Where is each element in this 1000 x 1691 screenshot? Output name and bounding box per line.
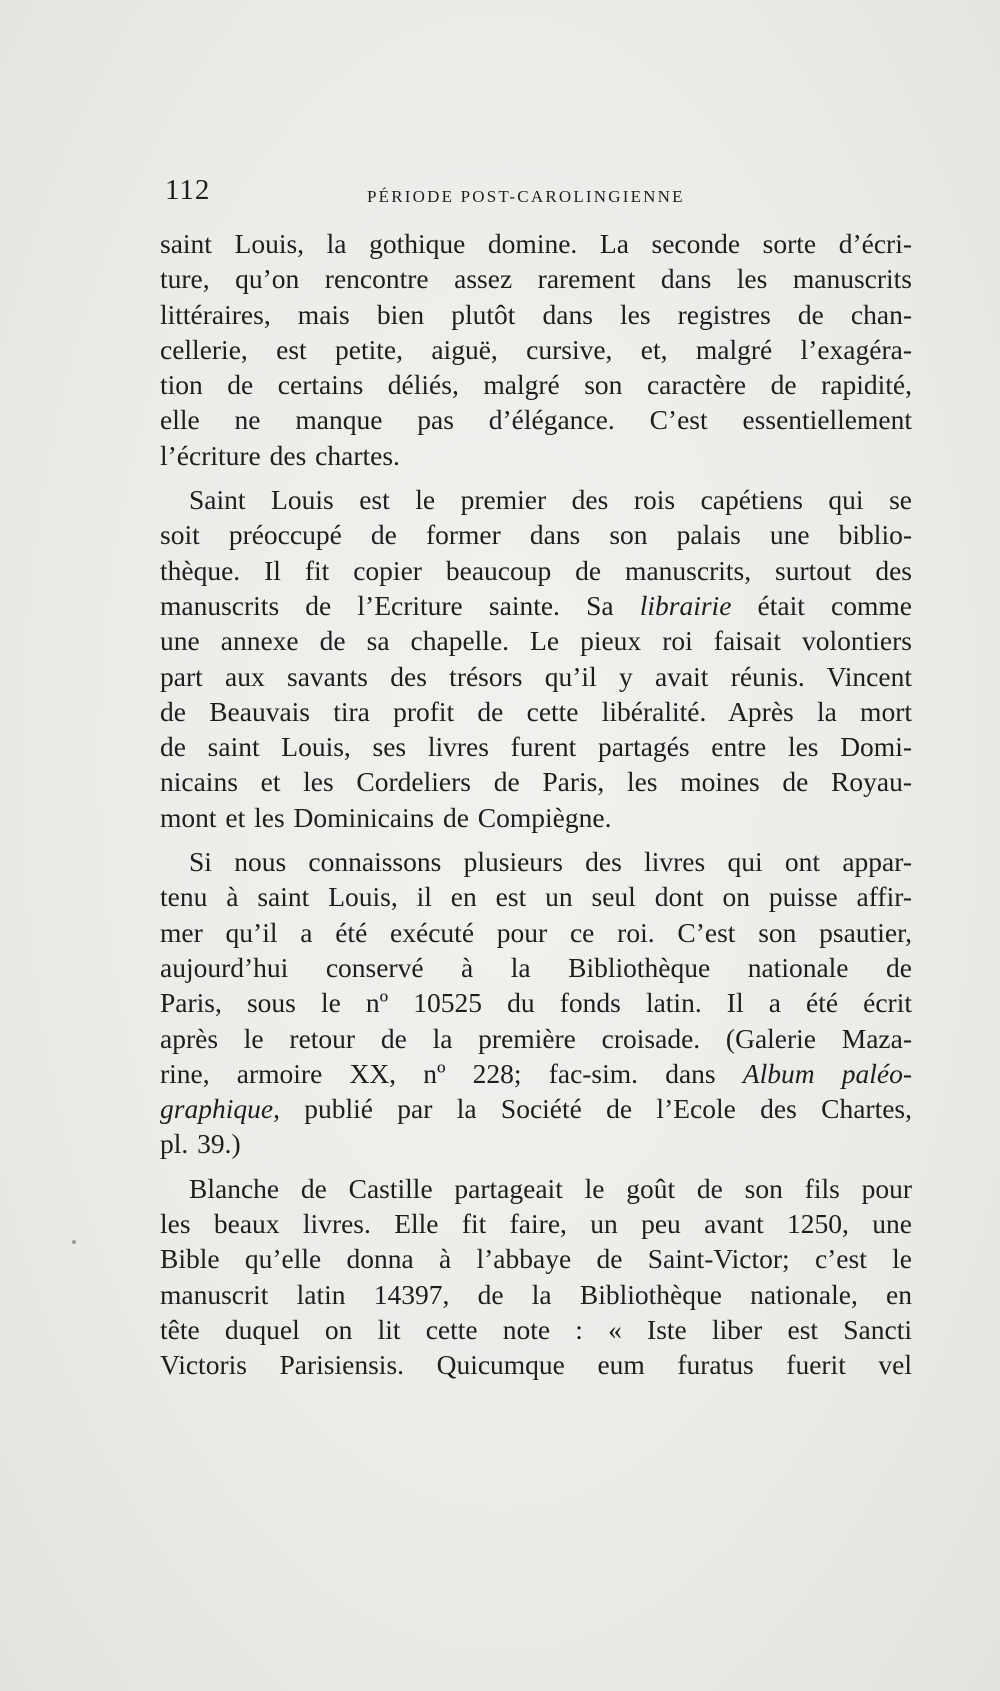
text-line: manuscrit latin 14397, de la Bibliothèque nationale, en	[160, 1278, 912, 1310]
paragraph-3	[160, 844, 912, 1162]
text-segment: rine, armoire XX, nº 228; fac-sim. dans	[160, 1057, 743, 1089]
text-segment: était comme	[731, 589, 912, 621]
text-line	[160, 588, 912, 623]
text-line: mer qu’il a été exécuté pour ce roi. C’est son psautier,	[160, 916, 912, 948]
text-line: thèque. Il fit copier beaucoup de manuscrits, surtout des	[160, 554, 912, 586]
text-line: ture, qu’on rencontre assez rarement dans les manuscrits	[160, 263, 912, 295]
running-head	[165, 174, 885, 214]
text-line: Si nous connaissons plusieurs des livres qui ont appar-	[189, 846, 912, 878]
text-line: elle ne manque pas d’élégance. C’est essentiellement	[160, 404, 912, 436]
text-line	[160, 1091, 912, 1126]
text-line: tion de certains déliés, malgré son caractère de rapidité,	[160, 369, 912, 401]
text-line: après le retour de la première croisade. (Galerie Maza-	[160, 1022, 912, 1054]
paragraph-1	[160, 226, 912, 473]
body-text	[160, 226, 912, 1383]
text-line: de saint Louis, ses livres furent partagés entre les Domi-	[160, 731, 912, 763]
text-segment: manuscrits de l’Ecriture sainte. Sa	[160, 589, 640, 621]
text-line: part aux savants des trésors qu’il y avait réunis. Vincent	[160, 660, 912, 692]
text-line: nicains et les Cordeliers de Paris, les moines de Royau-	[160, 766, 912, 798]
text-line: saint Louis, la gothique domine. La seconde sorte d’écri-	[160, 228, 912, 259]
text-line: l’écriture des chartes.	[160, 439, 400, 471]
text-line: Saint Louis est le premier des rois capétiens qui se	[189, 484, 912, 516]
ink-speck	[72, 1240, 76, 1244]
text-line: Paris, sous le nº 10525 du fonds latin. Il a été écrit	[160, 987, 912, 1019]
paragraph-2	[160, 482, 912, 835]
text-segment: , publié par la Société de l’Ecole des Chartes,	[273, 1093, 912, 1125]
text-line: mont et les Dominicains de Compiègne.	[160, 801, 612, 833]
text-line: une annexe de sa chapelle. Le pieux roi faisait volontiers	[160, 625, 912, 657]
text-line: pl. 39.)	[160, 1128, 241, 1160]
text-line: tenu à saint Louis, il en est un seul dont on puisse affir-	[160, 881, 912, 913]
text-line: littéraires, mais bien plutôt dans les registres de chan-	[160, 298, 912, 330]
page-number: 112	[165, 174, 211, 206]
text-line: Bible qu’elle donna à l’abbaye de Saint-Victor; c’est le	[160, 1243, 912, 1275]
italic-title: librairie	[639, 589, 732, 621]
running-title: PÉRIODE POST-CAROLINGIENNE	[367, 187, 685, 206]
text-line	[160, 1056, 912, 1091]
text-line: les beaux livres. Elle fit faire, un peu avant 1250, une	[160, 1208, 912, 1240]
paragraph-4	[160, 1171, 912, 1383]
text-line: Blanche de Castille partageait le goût de son fils pour	[189, 1172, 912, 1204]
text-line: aujourd’hui conservé à la Bibliothèque nationale de	[160, 951, 912, 983]
text-line: tête duquel on lit cette note : « Iste liber est Sancti	[160, 1313, 912, 1345]
text-line: de Beauvais tira profit de cette libéralité. Après la mort	[160, 695, 912, 727]
text-line: cellerie, est petite, aiguë, cursive, et, malgré l’exagéra-	[160, 333, 912, 365]
italic-title: graphique	[160, 1093, 274, 1125]
text-line: soit préoccupé de former dans son palais une biblio-	[160, 519, 912, 551]
italic-title: Album paléo-	[742, 1057, 912, 1089]
text-line: Victoris Parisiensis. Quicumque eum furatus fuerit vel	[160, 1349, 912, 1381]
